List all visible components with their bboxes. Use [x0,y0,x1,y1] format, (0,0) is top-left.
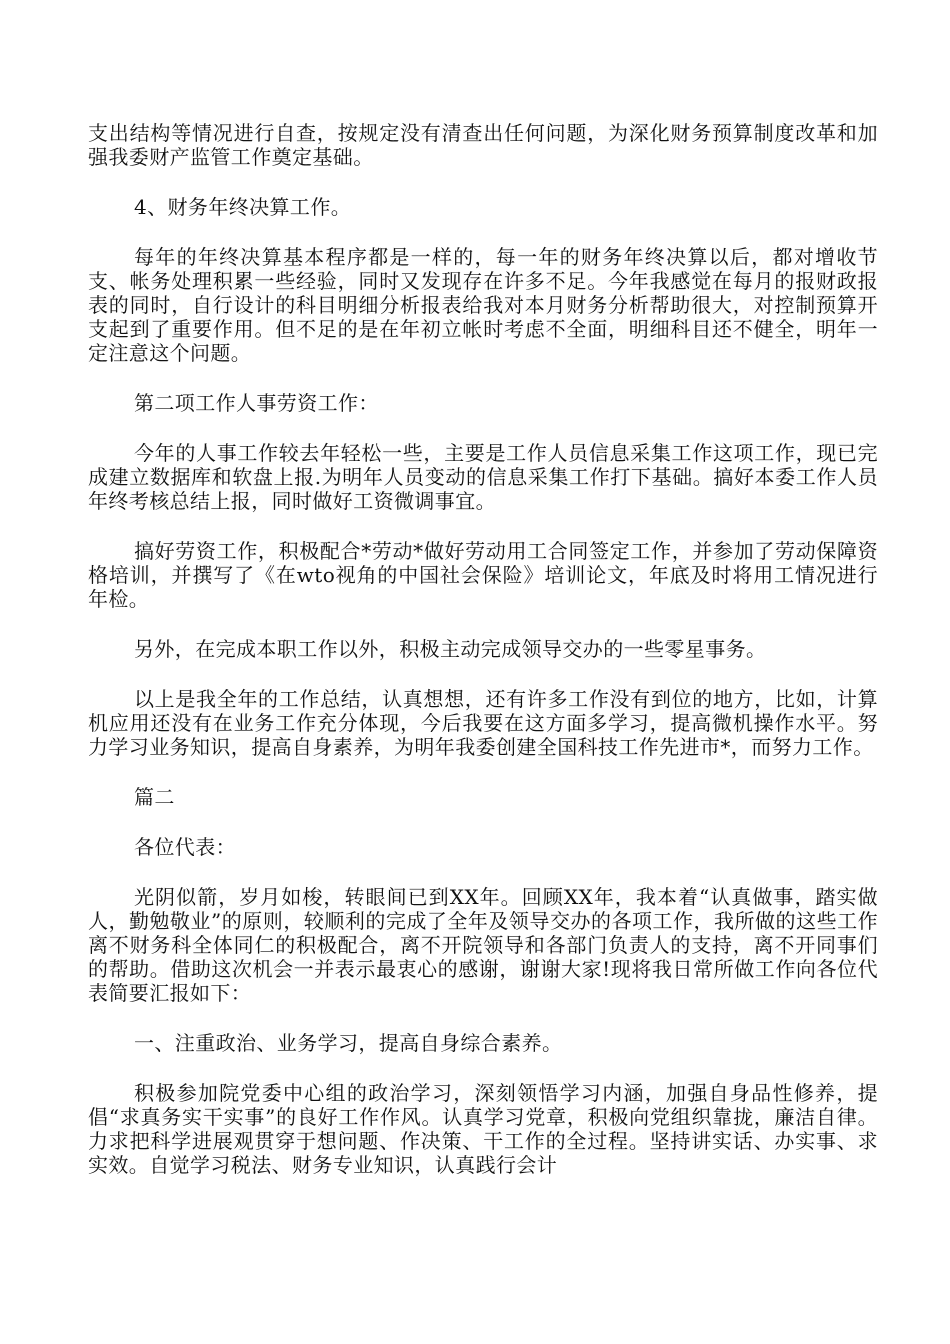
part-two-heading: 篇二 [134,785,175,809]
paragraph-labor: 搞好劳资工作，积极配合*劳动*做好劳动用工合同签定工作，并参加了劳动保障资格培训，并撰写了《在wto视角的中国社会保险》培训论文，年底及时将用工情况进行年检。 [88,539,878,611]
paragraph-other-tasks: 另外，在完成本职工作以外，积极主动完成领导交办的一些零星事务。 [134,637,767,661]
paragraph-final-accounts: 每年的年终决算基本程序都是一样的，每一年的财务年终决算以后，都对增收节支、帐务处理积累一些经验，同时又发现存在许多不足。今年我感觉在每月的报财政报表的同时，自行设计的科目明细分析报表给我对本月财务分析帮助很大，对控制预算开支起到了重要作用。但不足的是在年初立帐时考虑不全面，明细科目还不健全，明年一定注意这个问题。 [88,245,878,365]
salutation: 各位代表： [134,835,236,859]
paragraph-summary: 以上是我全年的工作总结，认真想想，还有许多工作没有到位的地方，比如，计算机应用还没有在业务工作充分体现，今后我要在这方面多学习，提高微机操作水平。努力学习业务知识，提高自身素养，为明年我委创建全国科技工作先进市*，而努力工作。 [88,687,878,759]
section-heading-final-accounts: 4、财务年终决算工作。 [134,195,352,219]
paragraph-continuation: 支出结构等情况进行自查，按规定没有清查出任何问题，为深化财务预算制度改革和加强我委财产监管工作奠定基础。 [88,121,878,169]
paragraph-study: 积极参加院党委中心组的政治学习，深刻领悟学习内涵，加强自身品性修养，提倡“求真务实干实事”的良好工作作风。认真学习党章，积极向党组织靠拢，廉洁自律。力求把科学进展观贯穿于想问题、作决策、干工作的全过程。坚持讲实话、办实事、求实效。自觉学习税法、财务专业知识，认真践行会计 [88,1081,878,1177]
document-body [88,121,878,1203]
section-heading-personnel: 第二项工作人事劳资工作： [134,391,379,415]
section-heading-study: 一、注重政治、业务学习，提高自身综合素养。 [134,1031,563,1055]
paragraph-personnel: 今年的人事工作较去年轻松一些，主要是工作人员信息采集工作这项工作，现已完成建立数据库和软盘上报.为明年人员变动的信息采集工作打下基础。搞好本委工作人员年终考核总结上报，同时做好工资微调事宜。 [88,441,878,513]
paragraph-intro: 光阴似箭，岁月如梭，转眼间已到XX年。回顾XX年，我本着“认真做事，踏实做人，勤勉敬业”的原则，较顺利的完成了全年及领导交办的各项工作，我所做的这些工作离不财务科全体同仁的积极配合，离不开院领导和各部门负责人的支持，离不开同事们的帮助。借助这次机会一并表示最衷心的感谢，谢谢大家!现将我日常所做工作向各位代表简要汇报如下： [88,885,878,1005]
